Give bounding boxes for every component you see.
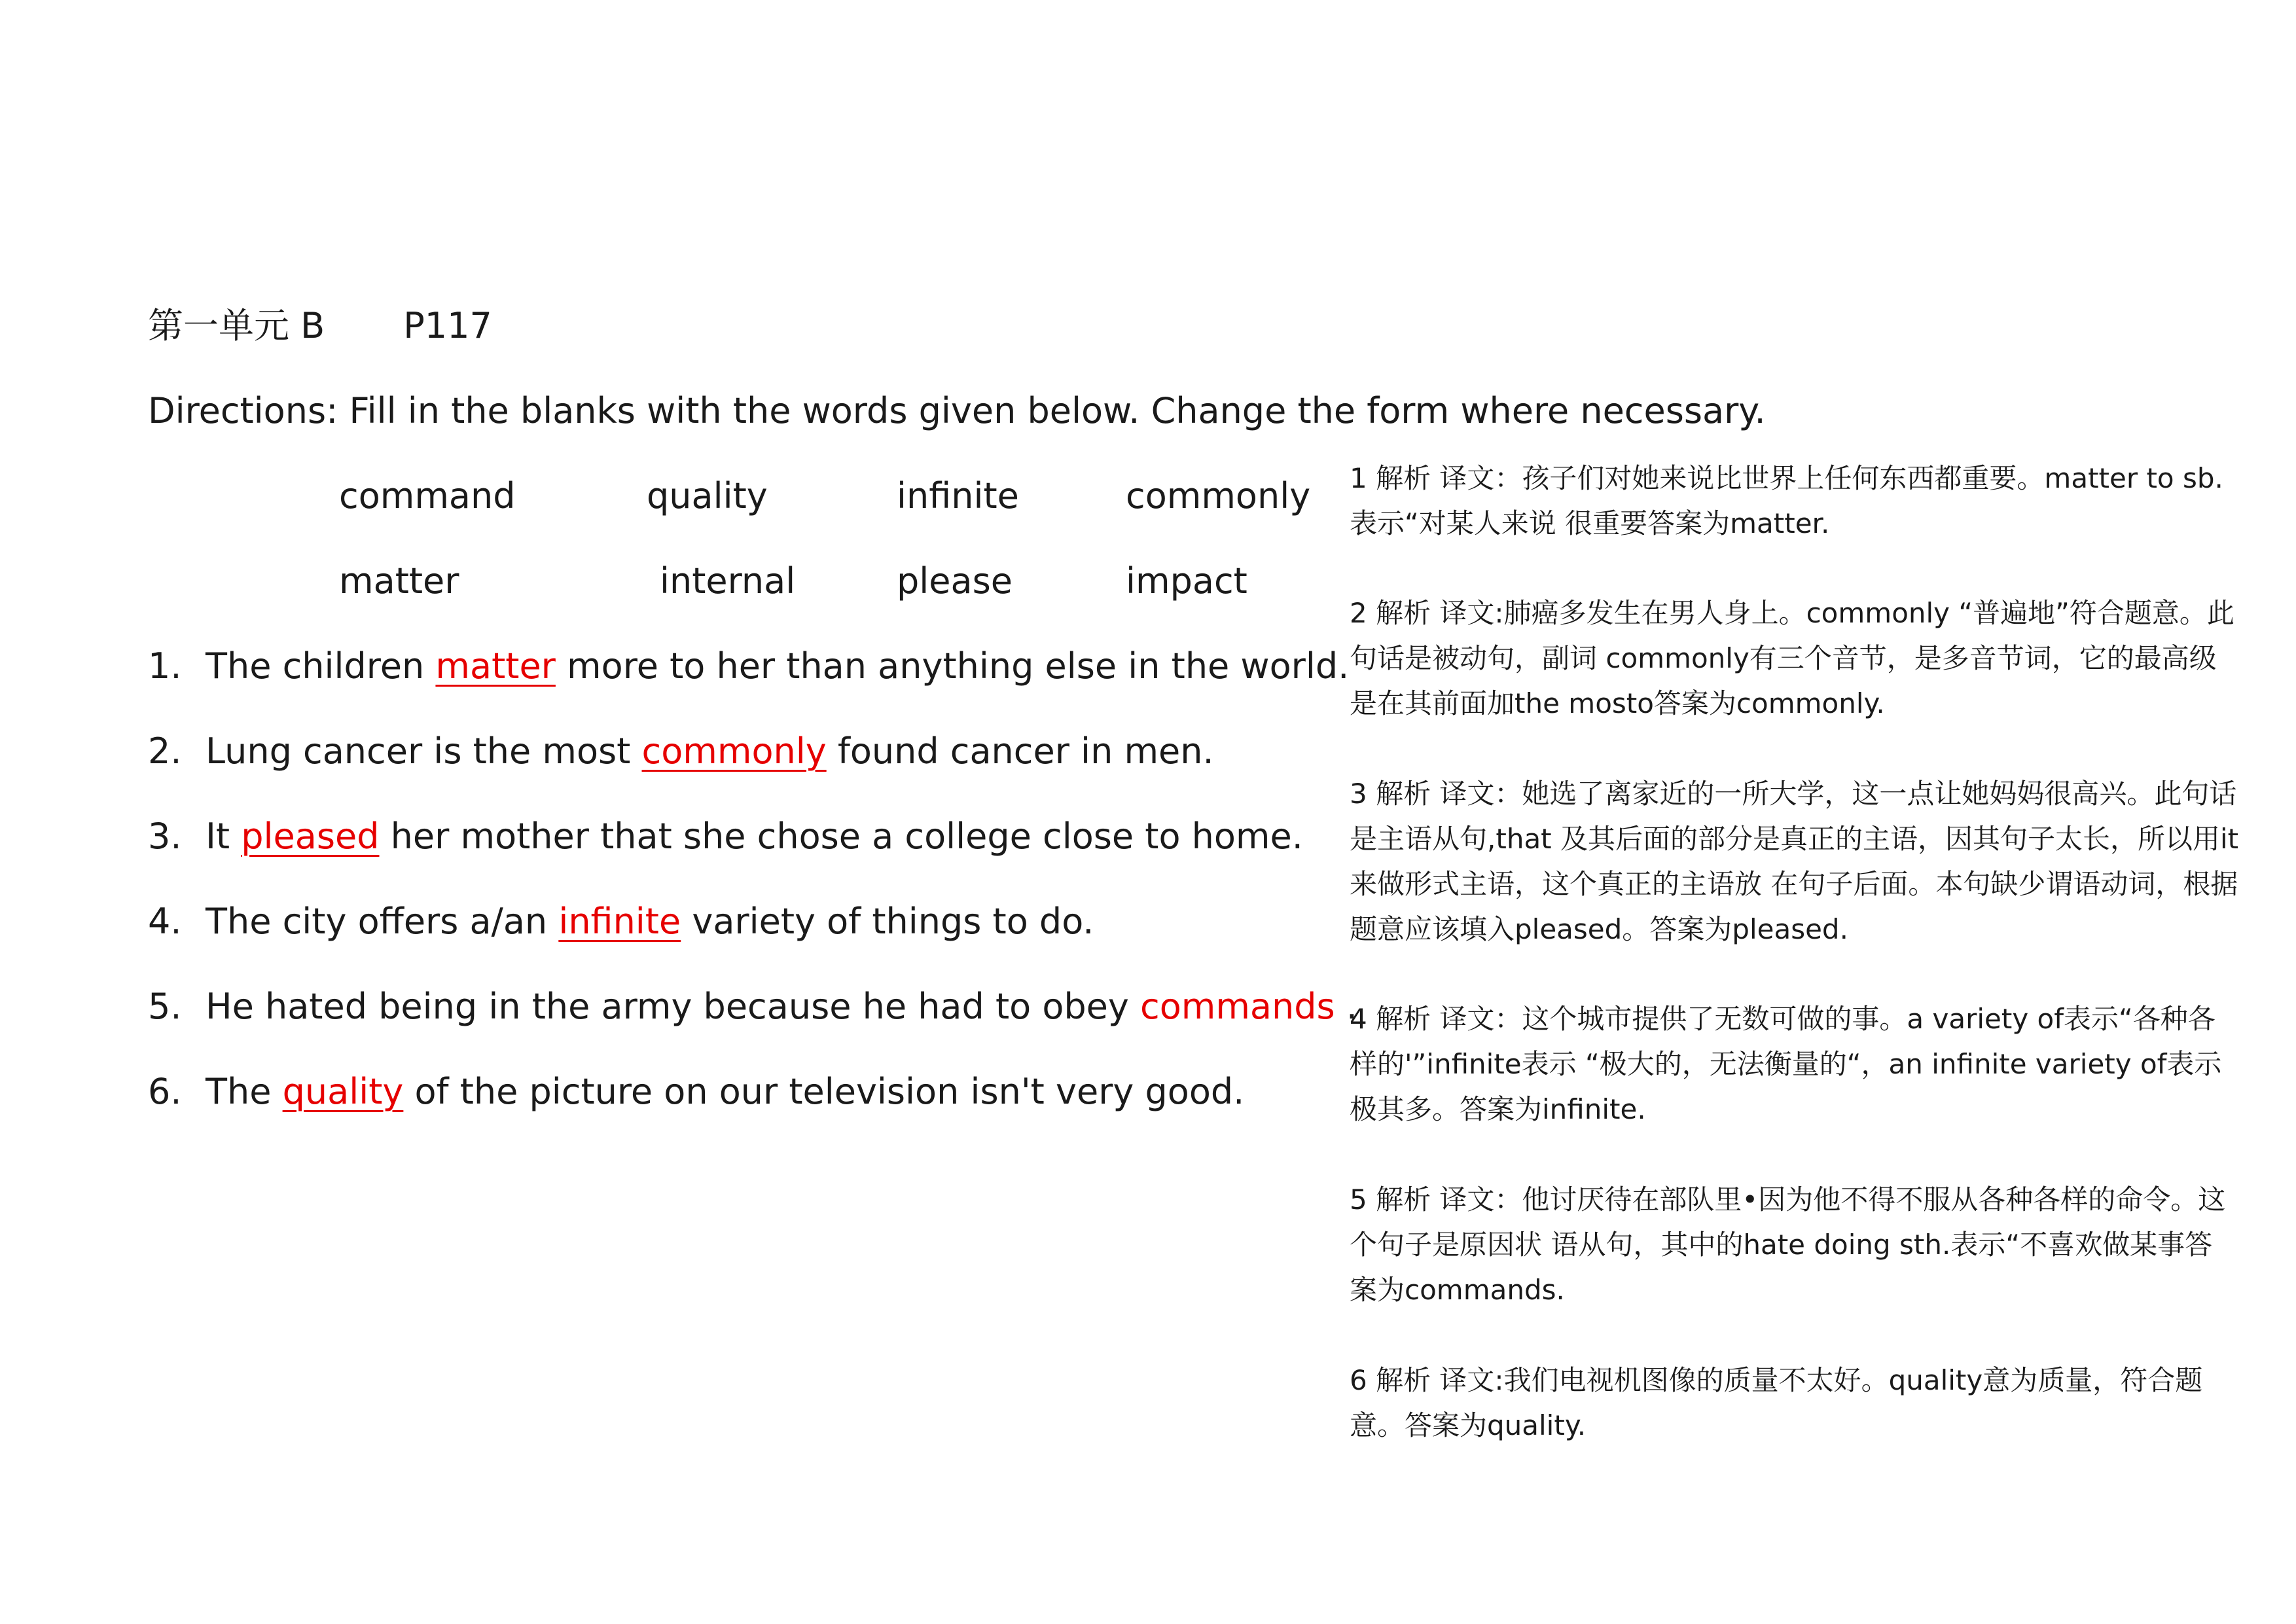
- question-text-after: variety of things to do.: [681, 901, 1094, 942]
- word-bank-item: please: [897, 560, 1013, 602]
- question-number: 4.: [148, 901, 182, 942]
- question-number: 6.: [148, 1071, 182, 1112]
- explanation-paragraph: 4 解析 译文：这个城市提供了无数可做的事。a variety of表示“各种各样的'”infinite表示 “极大的，无法衡量的“，an infinite variety of表示极其多。答案为infinite.: [1350, 1003, 2222, 1125]
- answer-fill: matter: [435, 645, 556, 687]
- answer-fill: commonly: [641, 731, 827, 772]
- question-number: 5.: [148, 986, 182, 1027]
- answer-fill: pleased: [241, 816, 380, 857]
- question-item: [148, 895, 1094, 948]
- question-text-after: .: [1335, 986, 1358, 1027]
- question-item: [148, 640, 1349, 693]
- question-text-before: Lung cancer is the most: [206, 731, 642, 772]
- question-item: [148, 981, 1357, 1033]
- word-bank-item: internal: [660, 560, 796, 602]
- page-reference: P117: [403, 305, 492, 346]
- explanation-paragraph: 2 解析 译文:肺癌多发生在男人身上。commonly “普遍地”符合题意。此句话是被动句，副词 commonly有三个音节，是多音节词，它的最高级是在其前面加the mosto答案为commonly.: [1350, 597, 2234, 719]
- explanation-paragraph: 1 解析 译文：孩子们对她来说比世界上任何东西都重要。matter to sb.表示“对某人来说 很重要答案为matter.: [1350, 462, 2223, 539]
- word-bank-item: infinite: [897, 475, 1019, 516]
- word-bank-item: impact: [1126, 560, 1247, 602]
- unit-title: 第一单元 B: [148, 305, 325, 346]
- question-number: 3.: [148, 816, 182, 857]
- question-item: [148, 1066, 1244, 1118]
- explanation-paragraph: 6 解析 译文:我们电视机图像的质量不太好。quality意为质量，符合题意。答案为quality.: [1350, 1364, 2203, 1441]
- word-bank-item: quality: [647, 475, 768, 516]
- question-text-before: The children: [206, 645, 436, 687]
- question-text-before: It: [206, 816, 242, 857]
- question-text-before: He hated being in the army because he had to obey: [206, 986, 1140, 1027]
- word-bank-item: commonly: [1126, 475, 1311, 516]
- unit-header: [148, 300, 492, 352]
- question-number: 1.: [148, 645, 182, 687]
- answer-fill: quality: [282, 1071, 404, 1112]
- question-number: 2.: [148, 731, 182, 772]
- word-bank-item: matter: [339, 560, 459, 602]
- explanation-paragraph: 3 解析 译文：她选了离家近的一所大学，这一点让她妈妈很高兴。此句话是主语从句,that 及其后面的部分是真正的主语，因其句子太长，所以用it来做形式主语，这个真正的主语放 在句子后面。本句缺少谓语动词，根据题意应该填入pleased。答案为pleased.: [1350, 778, 2239, 945]
- question-text-before: The: [206, 1071, 283, 1112]
- question-text-after: found cancer in men.: [826, 731, 1214, 772]
- question-item: [148, 810, 1303, 863]
- question-text-after: of the picture on our television isn't very good.: [403, 1071, 1245, 1112]
- question-text-after: more to her than anything else in the world.: [555, 645, 1350, 687]
- question-text-before: The city offers a/an: [206, 901, 559, 942]
- question-text-after: her mother that she chose a college close to home.: [379, 816, 1303, 857]
- explanation-paragraph: 5 解析 译文：他讨厌待在部队里•因为他不得不服从各种各样的命令。这个句子是原因状 语从句，其中的hate doing sth.表示“不喜欢做某事答案为commands.: [1350, 1183, 2226, 1306]
- word-bank-item: command: [339, 475, 516, 516]
- answer-fill: commands: [1140, 986, 1335, 1027]
- question-item: [148, 725, 1214, 778]
- directions-text: Directions: Fill in the blanks with the words given below. Change the form where necessary.: [148, 390, 1766, 431]
- answer-fill: infinite: [558, 901, 681, 942]
